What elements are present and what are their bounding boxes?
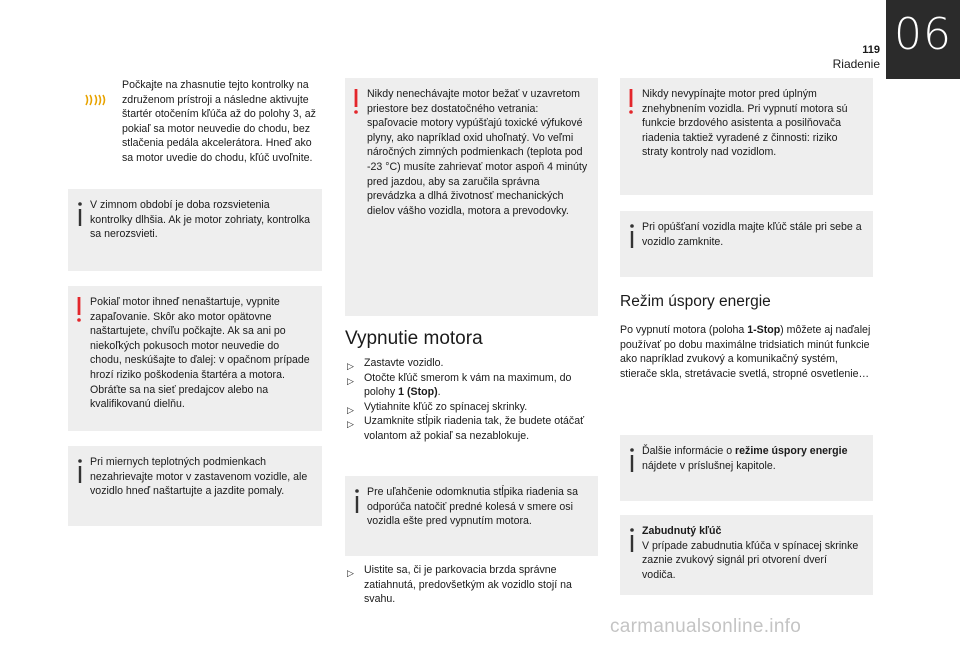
- chapter-number: 06: [894, 9, 952, 60]
- info-icon: [75, 201, 85, 227]
- info-icon: [75, 458, 85, 484]
- step-item: ▷ Vytiahnite kľúč zo spínacej skrinky.: [345, 400, 595, 415]
- info-icon: [627, 527, 637, 553]
- triangle-bullet-icon: ▷: [347, 404, 354, 415]
- info-key-text: Pri opúšťaní vozidla majte kľúč stále pri sebe a vozidlo zamknite.: [642, 221, 862, 248]
- engine-off-steps: [345, 356, 595, 444]
- section-title-engine-off: Vypnutie motora: [345, 328, 483, 349]
- info-winter-text: V zimnom období je doba rozsvietenia kontrolky dlhšia. Ak je motor zohriaty, kontrolka sa nerozsvieti.: [90, 199, 311, 241]
- warning-box-enclosed: [345, 78, 598, 316]
- watermark: carmanualsonline.info: [610, 616, 802, 637]
- info-icon: [627, 223, 637, 249]
- triangle-bullet-icon: ▷: [347, 361, 354, 371]
- preheat-glow-plug-icon: [84, 92, 108, 108]
- info-box-more: [620, 435, 873, 501]
- chapter-tab: [886, 0, 960, 79]
- warning-stop-text: Nikdy nevypínajte motor pred úplným znehybnením vozidla. Pri vypnutí motora sú funkcie brzdového asistenta a posilňovača riadenia taktiež vyradené z činnosti: riziko straty kontroly nad vozidlom.: [642, 88, 848, 159]
- step-item: ▷ Uistite sa, či je parkovacia brzda správne zatiahnutá, predovšetkým ak vozidlo stojí na svahu.: [347, 564, 572, 606]
- step-item: ▷ Zastavte vozidlo.: [345, 356, 595, 371]
- warning-icon: [74, 296, 84, 324]
- info-more-text: Ďalšie informácie o režime úspory energie nájdete v príslušnej kapitole.: [642, 445, 848, 472]
- info-temperate-text: Pri miernych teplotných podmienkach nezahrievajte motor v zastavenom vozidle, ale vozidlo hneď naštartujte a jazdite pomaly.: [90, 456, 308, 498]
- info-box-temperate: [68, 446, 322, 526]
- step-item: ▷ Uzamknite stĺpik riadenia tak, že budete otáčať volantom až pokiaľ sa nezablokuje.: [347, 415, 585, 442]
- warning-enclosed-text: Nikdy nenechávajte motor bežať v uzavretom priestore bez dostatočného vetrania: spaľovacie motory vypúšťajú toxické výfukové plyny, ako napríklad oxid uhoľnatý. Vo veľmi náročných zimných podmienkach (teplota pod -23 °C) musíte zahrievať motor aspoň 4 minúty pred jazdou, aby sa zaručila správna prevádzka a dlhá životnosť mechanických dielov vášho vozidla, motora a prevodovky.: [367, 88, 588, 217]
- warning-box-start: [68, 286, 322, 431]
- triangle-bullet-icon: ▷: [347, 419, 354, 430]
- info-icon: [352, 488, 362, 514]
- section-title-energy-saving: Režim úspory energie: [620, 293, 771, 310]
- energy-saving-paragraph: Po vypnutí motora (poloha 1-Stop) môžete aj naďalej používať po dobu maximálne tridsiatich minút funkcie ako napríklad zvukový a komunikačný systém, stierače skla, stretávacie svetlá, stropné osvetlenie…: [620, 324, 871, 380]
- warning-box-stop: [620, 78, 873, 195]
- warning-icon: [351, 88, 361, 116]
- triangle-bullet-icon: ▷: [347, 375, 354, 386]
- warning-start-text: Pokiaľ motor ihneď nenaštartuje, vypnite zapaľovanie. Skôr ako motor opätovne naštartujete, chvíľu počkajte. Ak sa ani po niekoľkých pokusoch motor neuvedie do chodu, neskúšajte to ďalej: v opačnom prípade hrozí riziko poškodenia štartéra a motora. Obráťte sa na sieť predajcov alebo na kvalifikovanú dielňu.: [90, 296, 310, 411]
- forgotten-key-title: Zabudnutý kľúč: [642, 525, 722, 537]
- step-item: ▷ Otočte kľúč smerom k vám na maximum, do polohy 1 (Stop).: [347, 371, 572, 399]
- info-icon: [627, 447, 637, 473]
- info-box-key: [620, 211, 873, 277]
- page-number: 119: [862, 44, 880, 56]
- warning-icon: [626, 88, 636, 116]
- parking-step: [345, 563, 595, 607]
- chapter-name: Riadenie: [832, 57, 880, 71]
- info-box-winter: [68, 189, 322, 271]
- info-box-steering: [345, 476, 598, 556]
- info-box-forgotten-key: [620, 515, 873, 595]
- info-steering-text: Pre uľahčenie odomknutia stĺpika riadenia sa odporúča natočiť predné kolesá v smere osi vozidla ešte pred vypnutím motora.: [367, 486, 578, 528]
- preheat-note: Počkajte na zhasnutie tejto kontrolky na združenom prístroji a následne aktivujte štartér otočením kľúča až do polohy 3, až pokiaľ sa motor neuvedie do chodu, bez stlačenia pedála akcelerátora. Hneď ako sa motor uvedie do chodu, kľúč uvoľnite.: [122, 79, 316, 164]
- info-forgotten-key-text: Zabudnutý kľúč V prípade zabudnutia kľúča v spínacej skrinke zaznie zvukový signál pri otvorení dverí vodiča.: [642, 525, 859, 581]
- triangle-bullet-icon: ▷: [347, 568, 354, 578]
